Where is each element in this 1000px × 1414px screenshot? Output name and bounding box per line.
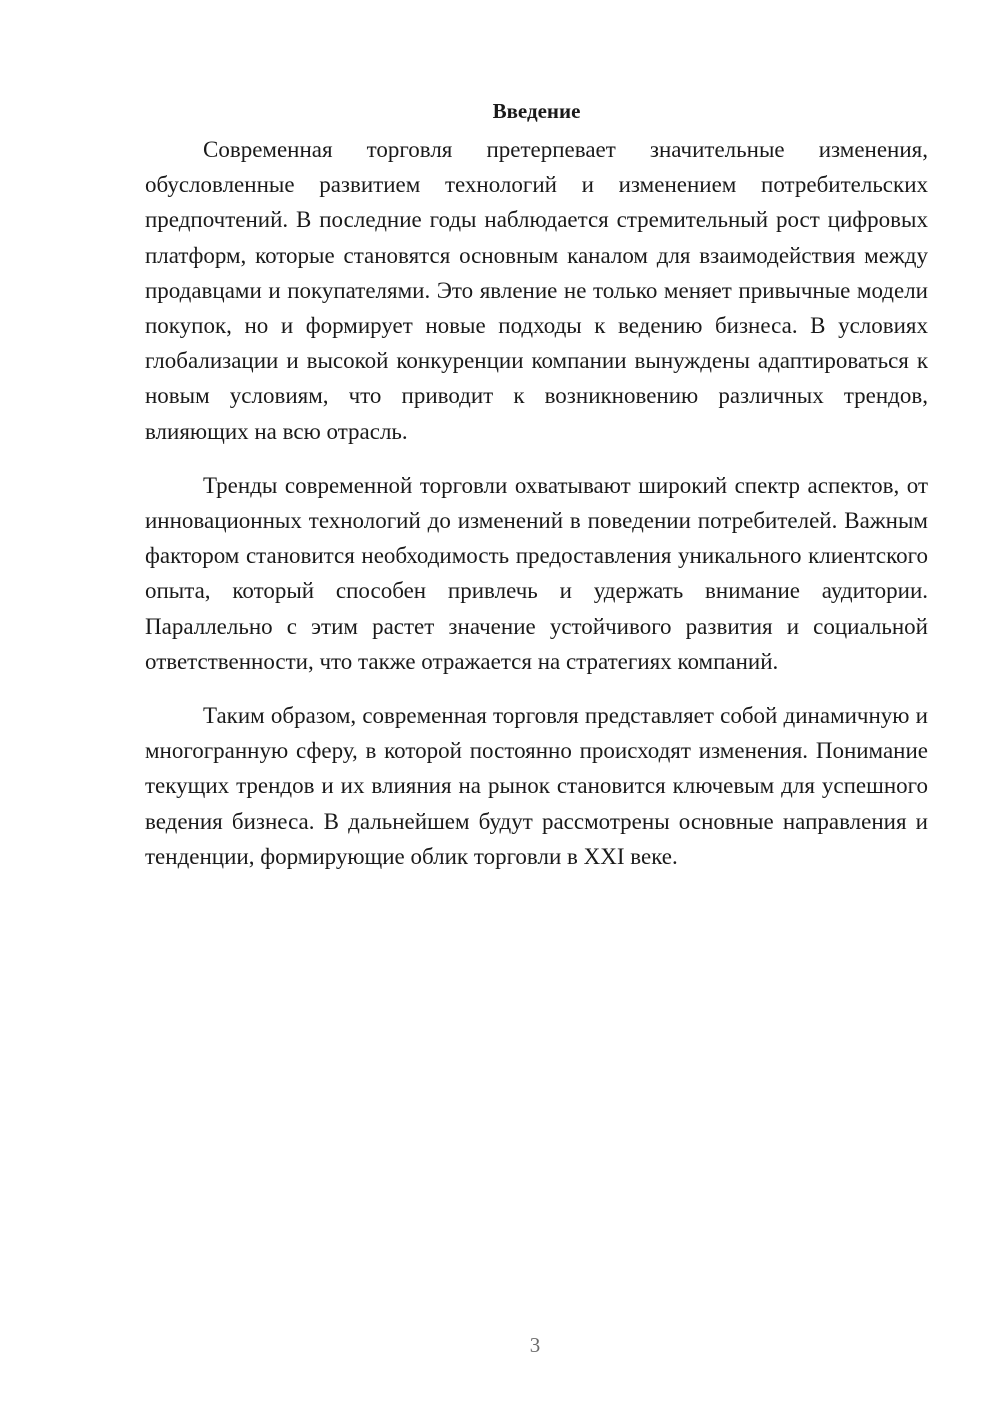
section-title: Введение	[492, 99, 581, 123]
page-content	[145, 96, 928, 893]
paragraph-1: Современная торговля претерпевает значительные изменения, обусловленные развитием технологий и изменением потребительских предпочтений. В последние годы наблюдается стремительный рост цифровых платформ, которые становятся основным каналом для взаимодействия между продавцами и покупателями. Это явление не только меняет привычные модели покупок, но и формирует новые подходы к ведению бизнеса. В условиях глобализации и высокой конкуренции компании вынуждены адаптироваться к новым условиям, что приводит к возникновению различных трендов, влияющих на всю отрасль.	[145, 137, 928, 444]
paragraph-3: Таким образом, современная торговля представляет собой динамичную и многогранную сферу, в которой постоянно происходят изменения. Понимание текущих трендов и их влияния на рынок становится ключевым для успешного ведения бизнеса. В дальнейшем будут рассмотрены основные направления и тенденции, формирующие облик торговли в XXI веке.	[145, 703, 928, 869]
paragraph-2: Тренды современной торговли охватывают широкий спектр аспектов, от инновационных технологий до изменений в поведении потребителей. Важным фактором становится необходимость предоставления уникального клиентского опыта, который способен привлечь и удержать внимание аудитории. Параллельно с этим растет значение устойчивого развития и социальной ответственности, что также отражается на стратегиях компаний.	[145, 472, 928, 674]
page-number: 3	[529, 1333, 541, 1357]
